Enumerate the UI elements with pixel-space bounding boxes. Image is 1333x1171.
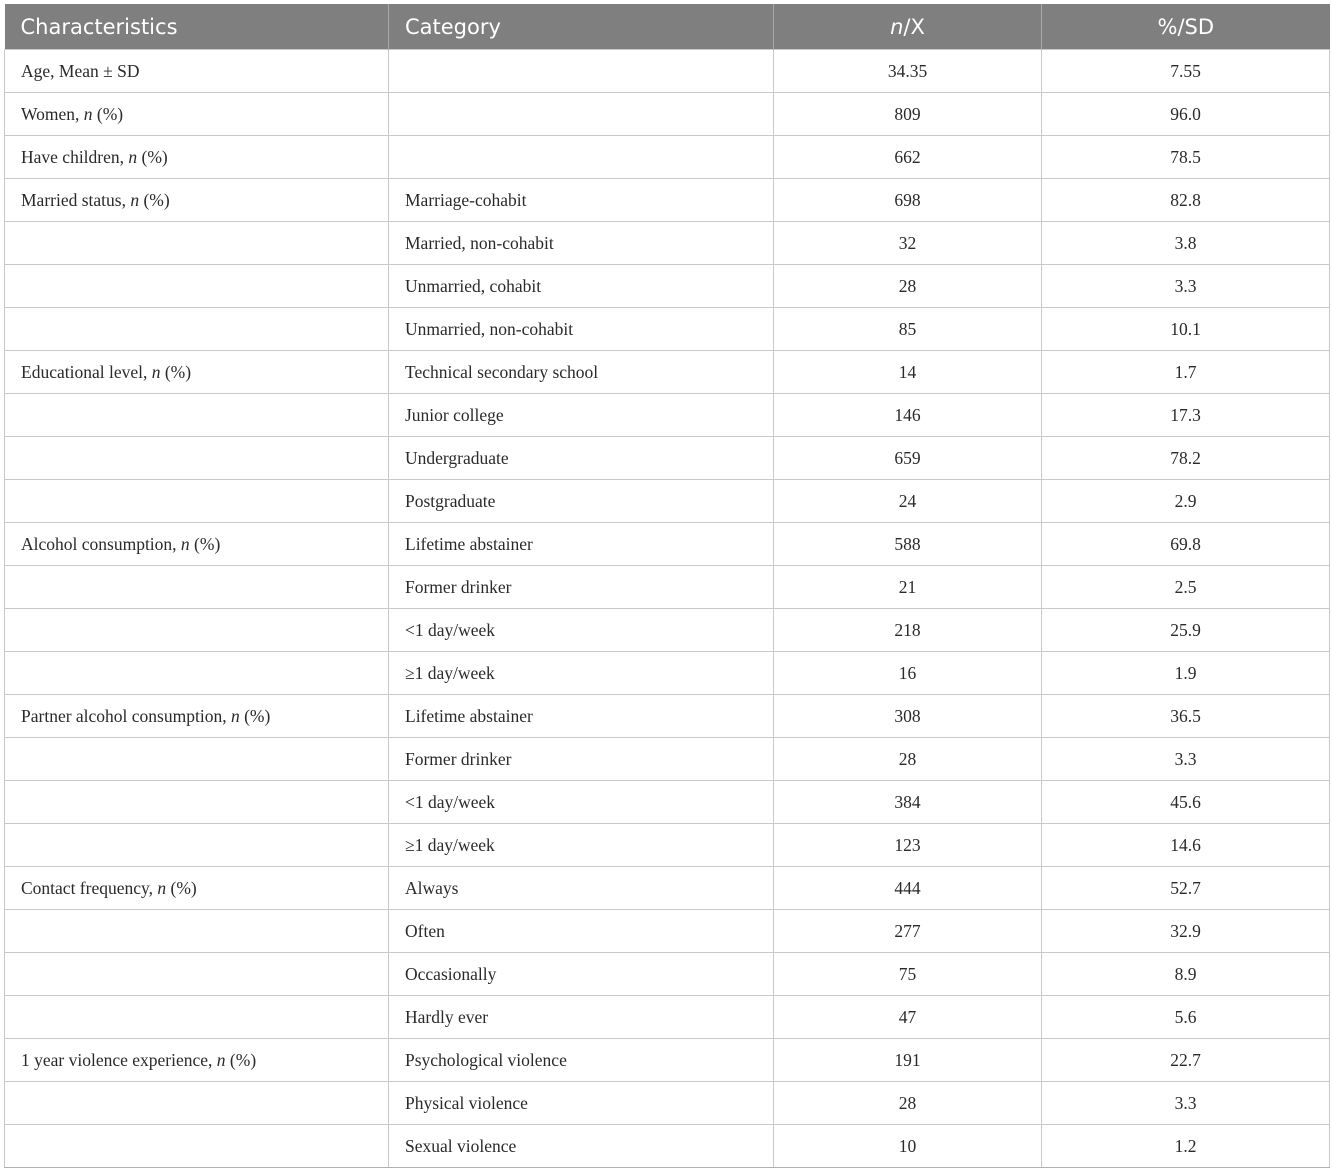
category-cell: Former drinker [389, 566, 774, 609]
characteristic-label: Educational level, [21, 361, 152, 382]
characteristic-label-italic: n [151, 361, 161, 382]
n-cell: 28 [774, 1082, 1042, 1125]
characteristic-label: Women, [21, 103, 84, 124]
table-row [5, 351, 1330, 394]
table-row [5, 910, 1330, 953]
characteristic-cell [5, 695, 389, 738]
category-cell: ≥1 day/week [389, 824, 774, 867]
n-cell: 588 [774, 523, 1042, 566]
table-row [5, 867, 1330, 910]
characteristic-cell [5, 523, 389, 566]
category-cell: <1 day/week [389, 609, 774, 652]
table-row [5, 953, 1330, 996]
n-cell: 146 [774, 394, 1042, 437]
category-cell: Lifetime abstainer [389, 523, 774, 566]
table-row [5, 824, 1330, 867]
category-cell: Always [389, 867, 774, 910]
category-cell: Former drinker [389, 738, 774, 781]
percent-cell: 14.6 [1042, 824, 1330, 867]
characteristic-cell [5, 953, 389, 996]
category-cell: Junior college [389, 394, 774, 437]
n-cell: 659 [774, 437, 1042, 480]
percent-cell: 69.8 [1042, 523, 1330, 566]
characteristic-label-italic: n [83, 103, 93, 124]
n-cell: 47 [774, 996, 1042, 1039]
characteristic-label-italic: n [216, 1049, 226, 1070]
category-cell: Lifetime abstainer [389, 695, 774, 738]
characteristic-cell [5, 996, 389, 1039]
characteristic-cell [5, 136, 389, 179]
percent-cell: 1.9 [1042, 652, 1330, 695]
header-percent: %/SD [1042, 4, 1330, 50]
table-row [5, 695, 1330, 738]
characteristic-label-suffix: (%) [92, 103, 124, 124]
percent-cell: 2.9 [1042, 480, 1330, 523]
category-cell: Hardly ever [389, 996, 774, 1039]
characteristic-cell [5, 609, 389, 652]
table-row [5, 1082, 1330, 1125]
n-cell: 16 [774, 652, 1042, 695]
characteristic-cell [5, 1039, 389, 1082]
characteristic-cell [5, 394, 389, 437]
n-cell: 809 [774, 93, 1042, 136]
header-n-italic: n [890, 14, 904, 39]
category-cell: Sexual violence [389, 1125, 774, 1168]
category-cell: Married, non-cohabit [389, 222, 774, 265]
n-cell: 28 [774, 738, 1042, 781]
category-cell: Unmarried, cohabit [389, 265, 774, 308]
n-cell: 28 [774, 265, 1042, 308]
header-n [774, 4, 1042, 50]
n-cell: 24 [774, 480, 1042, 523]
table-row [5, 136, 1330, 179]
percent-cell: 5.6 [1042, 996, 1330, 1039]
category-cell: Physical violence [389, 1082, 774, 1125]
n-cell: 10 [774, 1125, 1042, 1168]
table-row [5, 308, 1330, 351]
characteristic-cell [5, 437, 389, 480]
percent-cell: 3.8 [1042, 222, 1330, 265]
category-cell [389, 136, 774, 179]
characteristic-label: Have children, [21, 146, 129, 167]
characteristic-label-italic: n [128, 146, 138, 167]
characteristic-cell [5, 910, 389, 953]
characteristic-cell [5, 824, 389, 867]
category-cell: Undergraduate [389, 437, 774, 480]
characteristic-cell [5, 179, 389, 222]
characteristic-label-italic: n [130, 189, 140, 210]
percent-cell: 2.5 [1042, 566, 1330, 609]
characteristic-label: Contact frequency, [21, 877, 158, 898]
category-cell: Technical secondary school [389, 351, 774, 394]
header-category: Category [389, 4, 774, 50]
characteristic-label: Age, Mean ± SD [21, 60, 140, 81]
characteristic-label: Married status, [21, 189, 131, 210]
characteristic-cell [5, 93, 389, 136]
category-cell: Unmarried, non-cohabit [389, 308, 774, 351]
category-cell: Occasionally [389, 953, 774, 996]
table-header [5, 4, 1330, 50]
category-cell: Often [389, 910, 774, 953]
table-row [5, 265, 1330, 308]
table-row [5, 93, 1330, 136]
n-cell: 218 [774, 609, 1042, 652]
percent-cell: 45.6 [1042, 781, 1330, 824]
table-row [5, 652, 1330, 695]
characteristic-cell [5, 351, 389, 394]
table-row [5, 1125, 1330, 1168]
characteristic-label-suffix: (%) [189, 533, 221, 554]
table-row [5, 523, 1330, 566]
category-cell: Psychological violence [389, 1039, 774, 1082]
table-row [5, 609, 1330, 652]
characteristic-cell [5, 566, 389, 609]
category-cell: ≥1 day/week [389, 652, 774, 695]
table-row [5, 996, 1330, 1039]
percent-cell: 32.9 [1042, 910, 1330, 953]
characteristic-label: Alcohol consumption, [21, 533, 181, 554]
percent-cell: 1.2 [1042, 1125, 1330, 1168]
table-row [5, 222, 1330, 265]
characteristic-cell [5, 781, 389, 824]
percent-cell: 25.9 [1042, 609, 1330, 652]
percent-cell: 96.0 [1042, 93, 1330, 136]
n-cell: 698 [774, 179, 1042, 222]
characteristic-cell [5, 652, 389, 695]
n-cell: 191 [774, 1039, 1042, 1082]
n-cell: 21 [774, 566, 1042, 609]
category-cell [389, 93, 774, 136]
table-row [5, 480, 1330, 523]
characteristic-cell [5, 222, 389, 265]
n-cell: 277 [774, 910, 1042, 953]
characteristic-label-suffix: (%) [166, 877, 197, 898]
characteristics-table [4, 4, 1330, 1168]
n-cell: 123 [774, 824, 1042, 867]
characteristic-label: Partner alcohol consumption, [21, 705, 231, 726]
characteristic-label-suffix: (%) [225, 1049, 257, 1070]
characteristic-label-italic: n [230, 705, 240, 726]
percent-cell: 52.7 [1042, 867, 1330, 910]
percent-cell: 3.3 [1042, 1082, 1330, 1125]
category-cell [389, 50, 774, 93]
percent-cell: 3.3 [1042, 265, 1330, 308]
characteristic-cell [5, 480, 389, 523]
table-body [5, 50, 1330, 1168]
characteristic-label-suffix: (%) [139, 189, 170, 210]
header-n-suffix: /X [903, 14, 925, 39]
n-cell: 14 [774, 351, 1042, 394]
n-cell: 34.35 [774, 50, 1042, 93]
category-cell: Marriage-cohabit [389, 179, 774, 222]
percent-cell: 17.3 [1042, 394, 1330, 437]
characteristic-label-italic: n [157, 877, 167, 898]
percent-cell: 78.2 [1042, 437, 1330, 480]
table-row [5, 738, 1330, 781]
table-row [5, 781, 1330, 824]
n-cell: 308 [774, 695, 1042, 738]
characteristic-cell [5, 1125, 389, 1168]
n-cell: 384 [774, 781, 1042, 824]
characteristic-label-suffix: (%) [239, 705, 271, 726]
percent-cell: 3.3 [1042, 738, 1330, 781]
table-row [5, 437, 1330, 480]
n-cell: 32 [774, 222, 1042, 265]
percent-cell: 36.5 [1042, 695, 1330, 738]
characteristic-cell [5, 308, 389, 351]
characteristic-cell [5, 867, 389, 910]
characteristic-cell [5, 1082, 389, 1125]
characteristic-cell [5, 265, 389, 308]
characteristic-label-suffix: (%) [137, 146, 168, 167]
category-cell: <1 day/week [389, 781, 774, 824]
percent-cell: 10.1 [1042, 308, 1330, 351]
characteristic-label-italic: n [180, 533, 190, 554]
percent-cell: 82.8 [1042, 179, 1330, 222]
n-cell: 662 [774, 136, 1042, 179]
table-row [5, 1039, 1330, 1082]
table-row [5, 566, 1330, 609]
n-cell: 75 [774, 953, 1042, 996]
n-cell: 444 [774, 867, 1042, 910]
characteristic-label: 1 year violence experience, [21, 1049, 217, 1070]
characteristic-label-suffix: (%) [160, 361, 192, 382]
percent-cell: 1.7 [1042, 351, 1330, 394]
header-characteristics: Characteristics [5, 4, 389, 50]
percent-cell: 22.7 [1042, 1039, 1330, 1082]
characteristic-cell [5, 50, 389, 93]
percent-cell: 7.55 [1042, 50, 1330, 93]
category-cell: Postgraduate [389, 480, 774, 523]
table-row [5, 394, 1330, 437]
percent-cell: 78.5 [1042, 136, 1330, 179]
header-row [5, 4, 1330, 50]
characteristic-cell [5, 738, 389, 781]
n-cell: 85 [774, 308, 1042, 351]
table-row [5, 179, 1330, 222]
percent-cell: 8.9 [1042, 953, 1330, 996]
table-row [5, 50, 1330, 93]
